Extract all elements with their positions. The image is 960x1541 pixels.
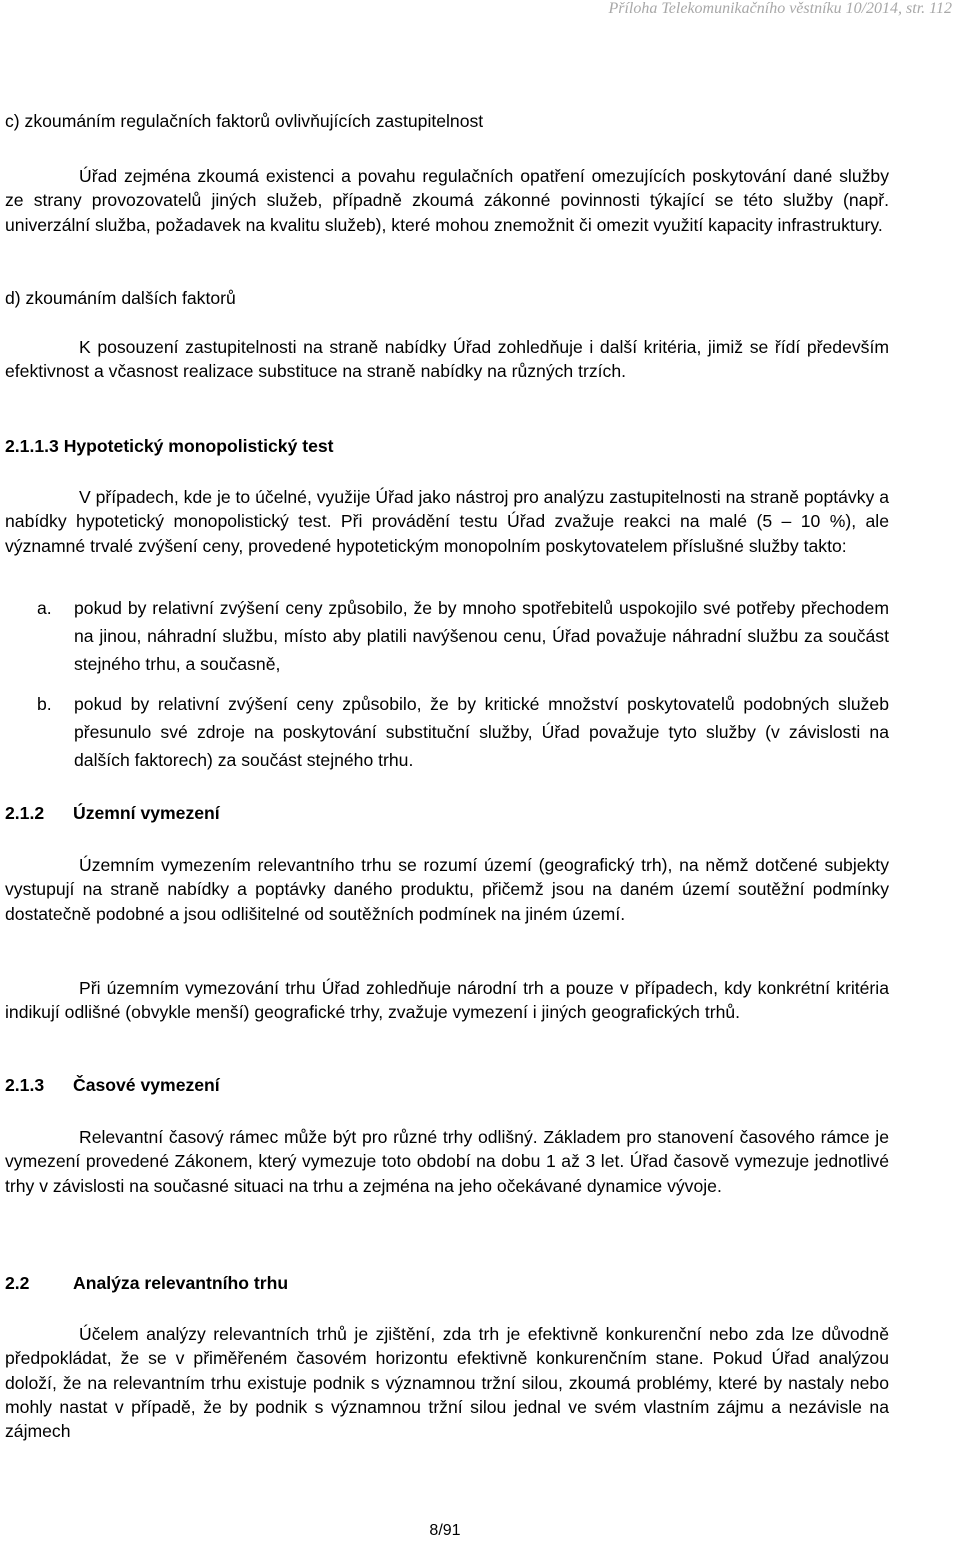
section-number: 2.2	[5, 1273, 30, 1293]
section-c-paragraph: Úřad zejména zkoumá existenci a povahu regulačních opatření omezujících poskytování dané služby ze strany provozovatelů jiných služeb, případně zkoumá zákonné povinnosti týkající se této služby (např. univerzální služba, požadavek na kvalitu služeb), které mohou znemožnit či omezit využití kapacity infrastruktury.	[5, 166, 889, 235]
section-22-heading	[5, 1271, 288, 1295]
section-212-heading	[5, 801, 220, 825]
list-marker: a.	[37, 598, 52, 618]
section-title: Územní vymezení	[73, 803, 220, 823]
section-d-paragraph: K posouzení zastupitelnosti na straně nabídky Úřad zohledňuje i další kritéria, jimiž se řídí především efektivnost a včasnost realizace substituce na straně nabídky na různých trzích.	[5, 337, 889, 382]
section-number: 2.1.3	[5, 1075, 45, 1095]
list-item-text: pokud by relativní zvýšení ceny způsobilo, že by mnoho spotřebitelů uspokojilo své potřeby přechodem na jinou, náhradní službu, místo aby platili navýšenou cenu, Úřad považuje náhradní službu za součást stejného trhu, a současně,	[74, 598, 889, 674]
list-item-text: pokud by relativní zvýšení ceny způsobilo, že by kritické množství poskytovatelů podobných služeb přesunulo své zdroje na poskytování substituční služby, Úřad považuje tyto služby (v závislosti na dalších faktorech) za součást stejného trhu.	[74, 694, 889, 770]
section-212-paragraph-2: Při územním vymezování trhu Úřad zohledňuje národní trh a pouze v případech, kdy konkrétní kritéria indikují odlišné (obvykle menší) geografické trhy, zvažuje vymezení i jiných geografických trhů.	[5, 978, 889, 1023]
page-number: 8/91	[429, 1522, 461, 1539]
section-213-paragraph: Relevantní časový rámec může být pro různé trhy odlišný. Základem pro stanovení časového rámce je vymezení provedené Zákonem, který vymezuje toto období na dobu 1 až 3 let. Úřad časově vymezuje jednotlivé trhy v závislosti na současné situaci na trhu a zejména na jeho očekávané dynamice vývoje.	[5, 1127, 889, 1196]
section-212-paragraph-1: Územním vymezením relevantního trhu se rozumí území (geografický trh), na němž dotčené subjekty vystupují na straně nabídky a poptávky daného produktu, přičemž jsou na daném území soutěžní podmínky dostatečně podobné a jsou odlišitelné od soutěžních podmínek na jiném území.	[5, 855, 889, 924]
section-c-heading: c) zkoumáním regulačních faktorů ovlivňujících zastupitelnost	[5, 111, 484, 131]
section-22-paragraph: Účelem analýzy relevantních trhů je zjištění, zda trh je efektivně konkurenční nebo zda lze důvodně předpokládat, že se v přiměřeném časovém horizontu efektivně konkurenčním stane. Pokud Úřad analýzou doloží, že na relevantním trhu existuje podnik s významnou tržní silou, zkoumá problémy, které by nastaly nebo mohly nastat v případě, že by podnik s významnou tržní silou jednal ve svém vlastním zájmu a nezávisle na zájmech	[5, 1324, 889, 1442]
list-marker: b.	[37, 694, 52, 714]
section-title: Časové vymezení	[73, 1075, 220, 1095]
section-2113-heading: 2.1.1.3 Hypotetický monopolistický test	[5, 436, 334, 456]
section-d-heading: d) zkoumáním dalších faktorů	[5, 288, 236, 308]
section-title: Analýza relevantního trhu	[73, 1273, 289, 1293]
running-header: Příloha Telekomunikačního věstníku 10/2014, str. 112	[608, 0, 952, 17]
list-item	[5, 690, 889, 774]
section-number: 2.1.2	[5, 803, 45, 823]
list-item	[5, 594, 889, 678]
section-213-heading	[5, 1073, 220, 1097]
section-2113-paragraph: V případech, kde je to účelné, využije Úřad jako nástroj pro analýzu zastupitelnosti na straně poptávky a nabídky hypotetický monopolistický test. Při provádění testu Úřad zvažuje reakci na malé (5 – 10 %), ale významné trvalé zvýšení ceny, provedené hypotetickým monopolním poskytovatelem příslušné služby takto:	[5, 487, 889, 556]
